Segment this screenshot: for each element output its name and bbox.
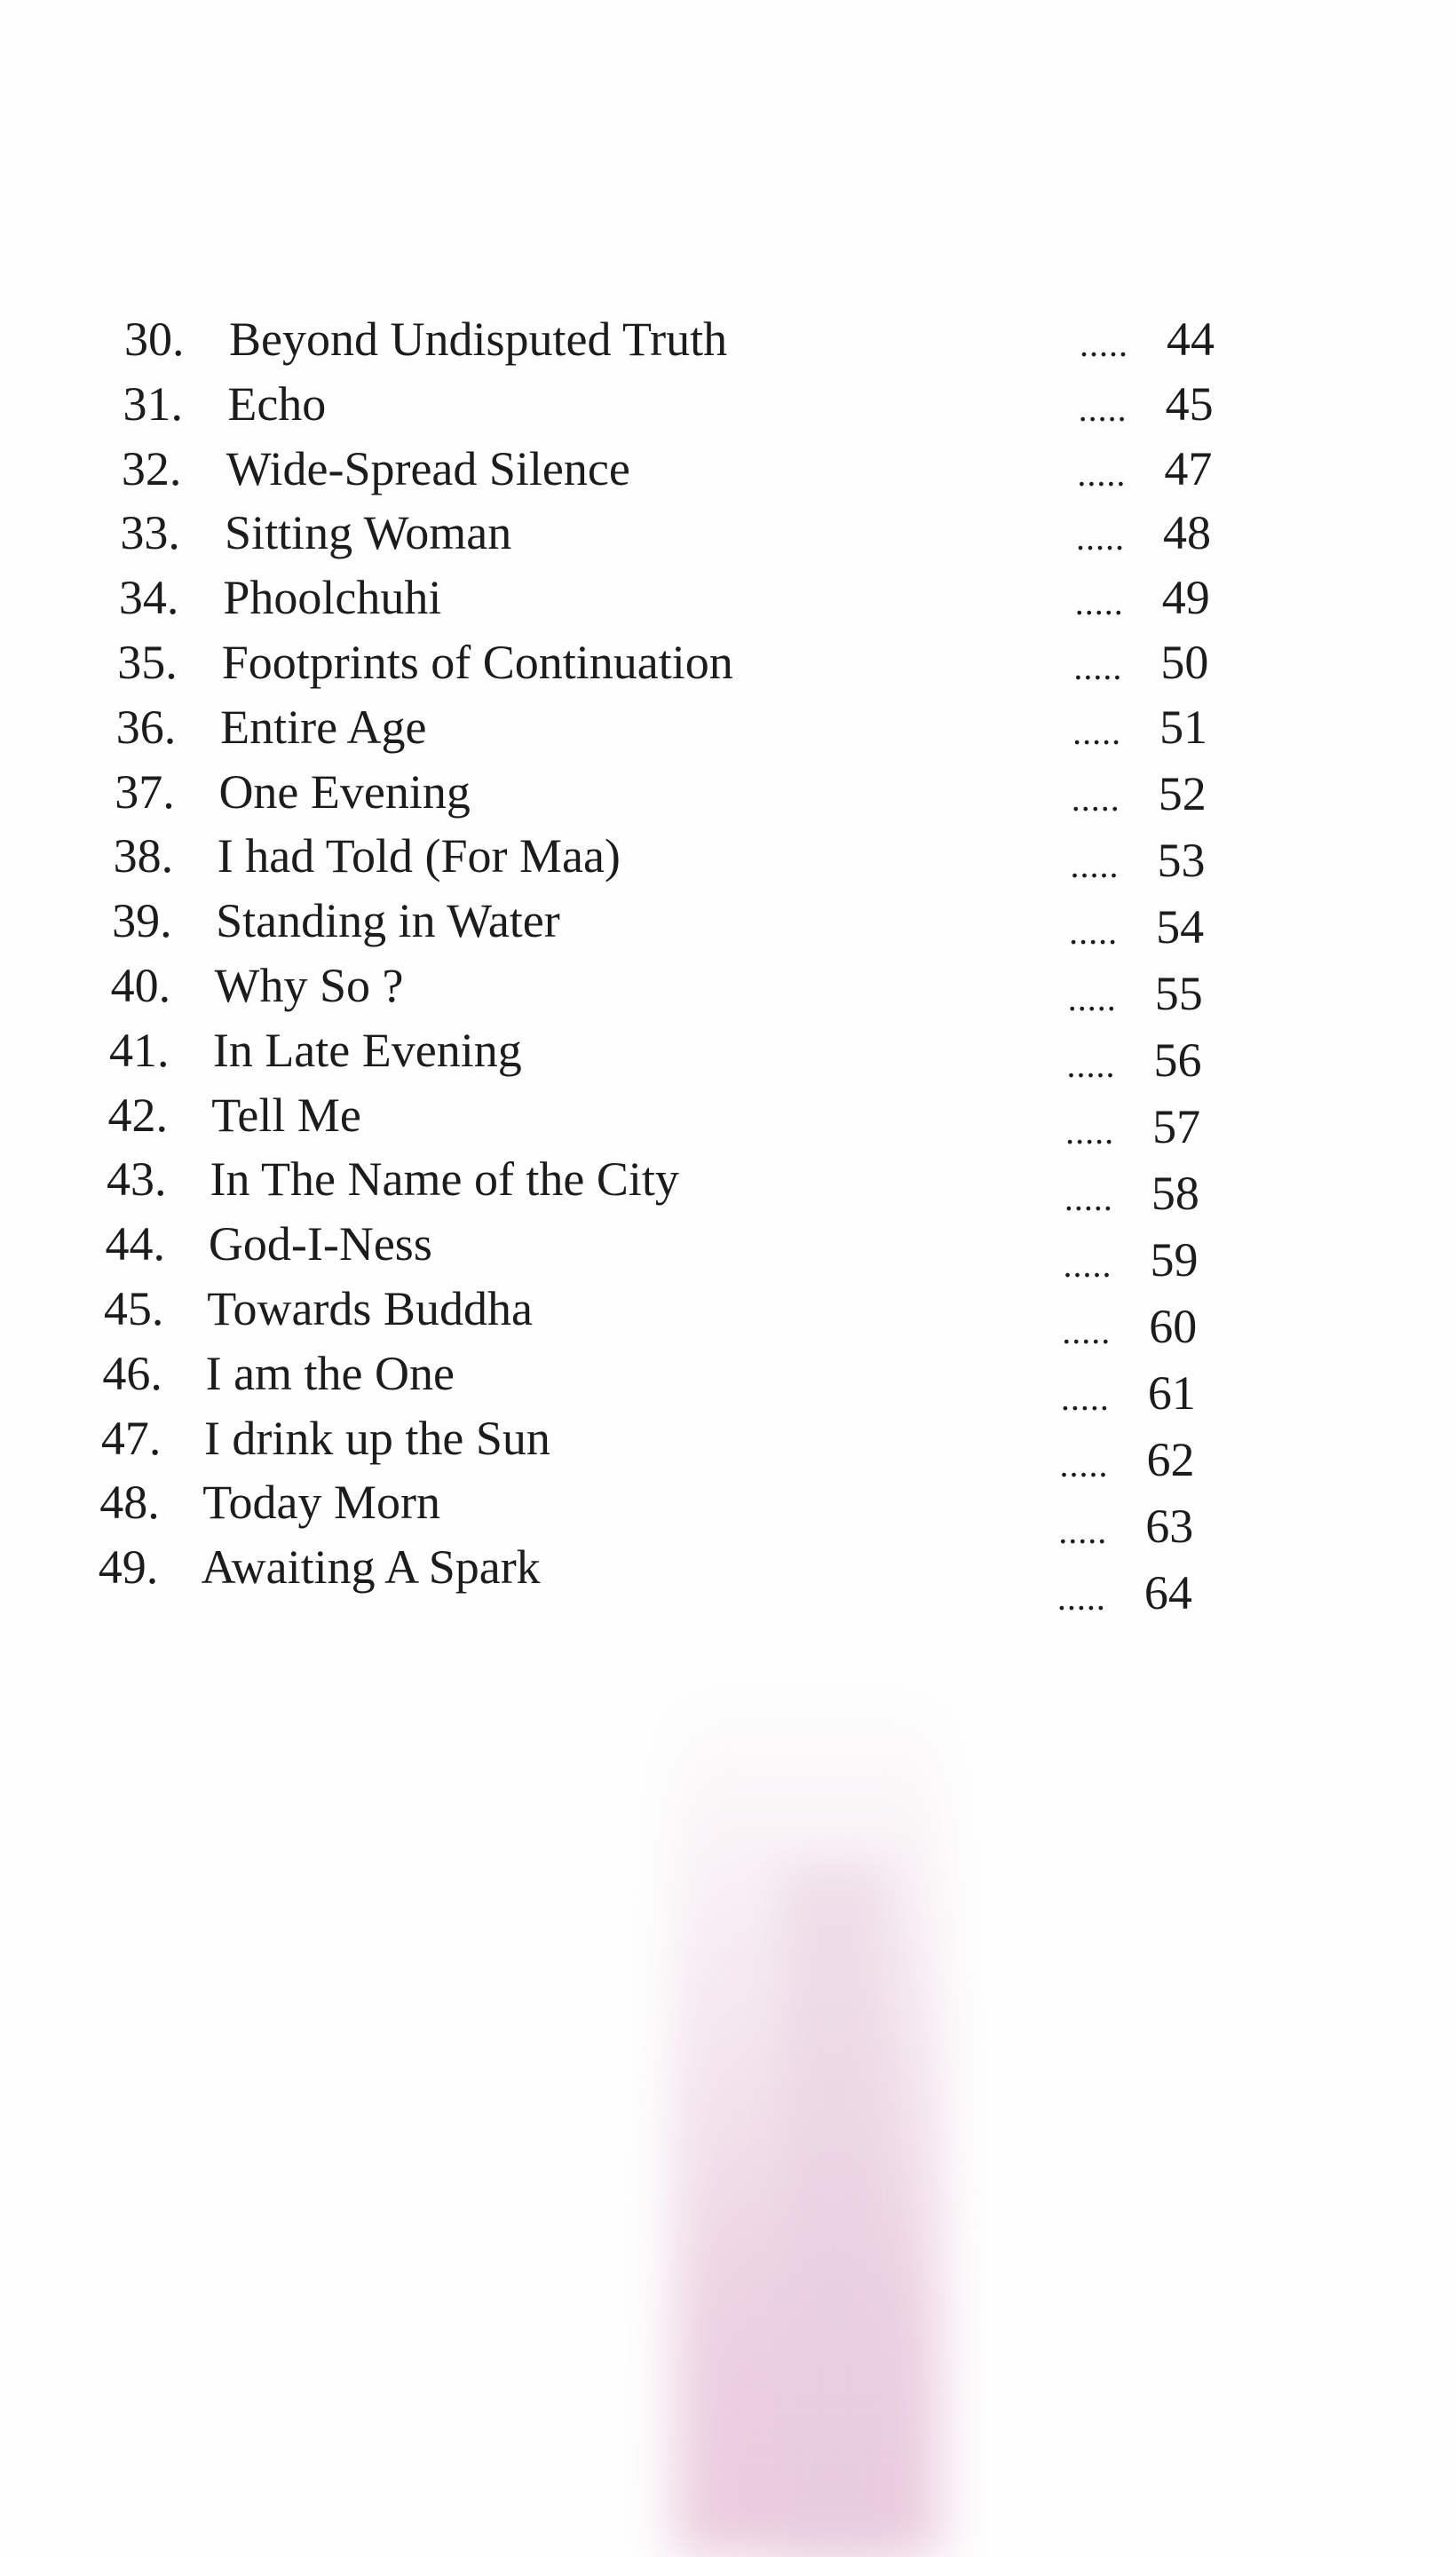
toc-entry-title: Today Morn — [202, 1476, 440, 1530]
toc-entry-number: 41. — [109, 1023, 170, 1077]
toc-entry-page: 64 — [1143, 1565, 1192, 1619]
toc-entry-leader: ..... — [1070, 844, 1120, 885]
toc-entry-title: Why So ? — [214, 959, 404, 1012]
toc-entry[interactable] — [0, 1282, 1456, 1353]
toc-entry-leader: ..... — [1056, 1577, 1106, 1618]
toc-entry-page: 61 — [1147, 1366, 1196, 1420]
toc-entry-page: 59 — [1150, 1232, 1199, 1286]
toc-entry-title: Wide-Spread Silence — [226, 441, 630, 495]
toc-entry-number: 31. — [123, 376, 183, 431]
toc-entry-leader: ..... — [1065, 1111, 1115, 1152]
toc-entry-page: 56 — [1153, 1033, 1202, 1087]
toc-entry[interactable] — [0, 1411, 1456, 1486]
toc-entry[interactable] — [0, 1023, 1456, 1087]
toc-entry[interactable] — [0, 765, 1456, 819]
toc-entry-page: 44 — [1167, 313, 1215, 366]
toc-entry-number: 42. — [107, 1088, 169, 1142]
toc-entry[interactable] — [0, 701, 1456, 754]
toc-entry-title: God-I-Ness — [208, 1217, 432, 1271]
toc-entry-leader: ..... — [1073, 647, 1123, 687]
toc-entry[interactable] — [0, 1217, 1456, 1286]
toc-entry-title: In The Name of the City — [210, 1152, 679, 1207]
toc-entry[interactable] — [0, 377, 1456, 431]
toc-entry-title: Standing in Water — [216, 894, 560, 948]
toc-entry-number: 36. — [115, 700, 177, 754]
toc-entry[interactable] — [0, 442, 1456, 495]
toc-entry-title: I am the One — [205, 1346, 455, 1400]
toc-entry-page: 58 — [1151, 1166, 1199, 1220]
toc-entry-leader: ..... — [1059, 1444, 1109, 1484]
toc-entry-title: Tell Me — [211, 1088, 361, 1142]
toc-entry-page: 51 — [1159, 700, 1208, 754]
toc-entry-title: Towards Buddha — [207, 1282, 533, 1335]
toc-entry-leader: ..... — [1071, 778, 1120, 819]
toc-entry[interactable] — [0, 1476, 1456, 1553]
toc-entry-number: 43. — [106, 1152, 167, 1207]
toc-entry-number: 38. — [113, 829, 174, 883]
toc-entry-leader: ..... — [1078, 388, 1128, 429]
toc-entry[interactable] — [0, 571, 1456, 624]
toc-entry[interactable] — [0, 894, 1456, 954]
toc-entry-leader: ..... — [1069, 911, 1119, 952]
toc-entry-title: Awaiting A Spark — [201, 1540, 541, 1595]
toc-entry-number: 39. — [112, 894, 172, 948]
toc-entry-page: 60 — [1149, 1299, 1198, 1353]
toc-entry-number: 30. — [124, 313, 185, 366]
toc-entry-leader: ..... — [1062, 1310, 1112, 1351]
scan-smudge-inner — [781, 1864, 888, 2557]
toc-entry-number: 35. — [117, 636, 178, 689]
toc-entry-number: 37. — [115, 764, 175, 819]
toc-entry[interactable] — [0, 1346, 1456, 1420]
toc-entry-title: I had Told (For Maa) — [217, 829, 621, 883]
toc-entry-number: 48. — [99, 1476, 160, 1530]
toc-entry-page: 55 — [1154, 966, 1203, 1020]
toc-entry-number: 40. — [110, 959, 171, 1012]
toc-entry-number: 47. — [100, 1411, 162, 1465]
toc-entry-leader: ..... — [1060, 1377, 1110, 1418]
toc-entry-number: 44. — [105, 1217, 165, 1271]
toc-entry-page: 62 — [1146, 1432, 1195, 1486]
toc-entry-number: 32. — [121, 441, 182, 495]
toc-entry-leader: ..... — [1077, 453, 1127, 494]
toc-entry-page: 45 — [1165, 376, 1214, 431]
toc-entry-title: Sitting Woman — [225, 506, 512, 560]
toc-entry-title: In Late Evening — [212, 1023, 522, 1077]
toc-entry[interactable] — [0, 1540, 1456, 1619]
toc-entry-title: Beyond Undisputed Truth — [229, 313, 728, 366]
toc-entry[interactable] — [0, 506, 1456, 559]
toc-entry-leader: ..... — [1058, 1510, 1108, 1551]
toc-entry-number: 46. — [102, 1346, 162, 1400]
toc-entry[interactable] — [0, 959, 1456, 1020]
toc-entry-page: 63 — [1145, 1499, 1194, 1553]
toc-entry-page: 54 — [1156, 899, 1205, 954]
toc-entry-page: 47 — [1164, 441, 1213, 495]
toc-entry-title: One Evening — [218, 764, 471, 819]
toc-entry-page: 52 — [1158, 766, 1207, 820]
toc-entry-leader: ..... — [1080, 324, 1128, 364]
toc-entry-number: 49. — [98, 1540, 159, 1595]
toc-entry-leader: ..... — [1067, 978, 1117, 1018]
toc-entry-leader: ..... — [1064, 1177, 1113, 1218]
toc-entry-leader: ..... — [1072, 711, 1122, 752]
toc-entry-number: 34. — [118, 571, 179, 625]
toc-entry[interactable] — [0, 1088, 1456, 1153]
toc-entry-page: 50 — [1160, 636, 1209, 689]
toc-entry-page: 48 — [1163, 506, 1212, 560]
toc-entry[interactable] — [0, 829, 1456, 887]
toc-entry-page: 49 — [1161, 571, 1210, 625]
toc-entry-page: 57 — [1152, 1099, 1201, 1153]
toc-entry-leader: ..... — [1066, 1044, 1116, 1085]
toc-entry[interactable] — [0, 636, 1456, 689]
toc-entry-title: Echo — [227, 376, 327, 431]
toc-entry-title: Phoolchuhi — [223, 571, 442, 625]
toc-entry-leader: ..... — [1074, 582, 1124, 623]
toc-entry-leader: ..... — [1076, 518, 1126, 558]
toc-entry-number: 33. — [120, 506, 180, 560]
toc-entry-title: Footprints of Continuation — [221, 636, 733, 689]
toc-entry-title: Entire Age — [220, 700, 427, 754]
toc-entry-leader: ..... — [1063, 1244, 1112, 1285]
toc-entry-page: 53 — [1157, 833, 1206, 887]
toc-entry-title: I drink up the Sun — [203, 1411, 550, 1465]
toc-entry-number: 45. — [103, 1282, 164, 1335]
toc-entry[interactable] — [0, 1152, 1456, 1220]
toc-entry[interactable] — [0, 313, 1456, 366]
